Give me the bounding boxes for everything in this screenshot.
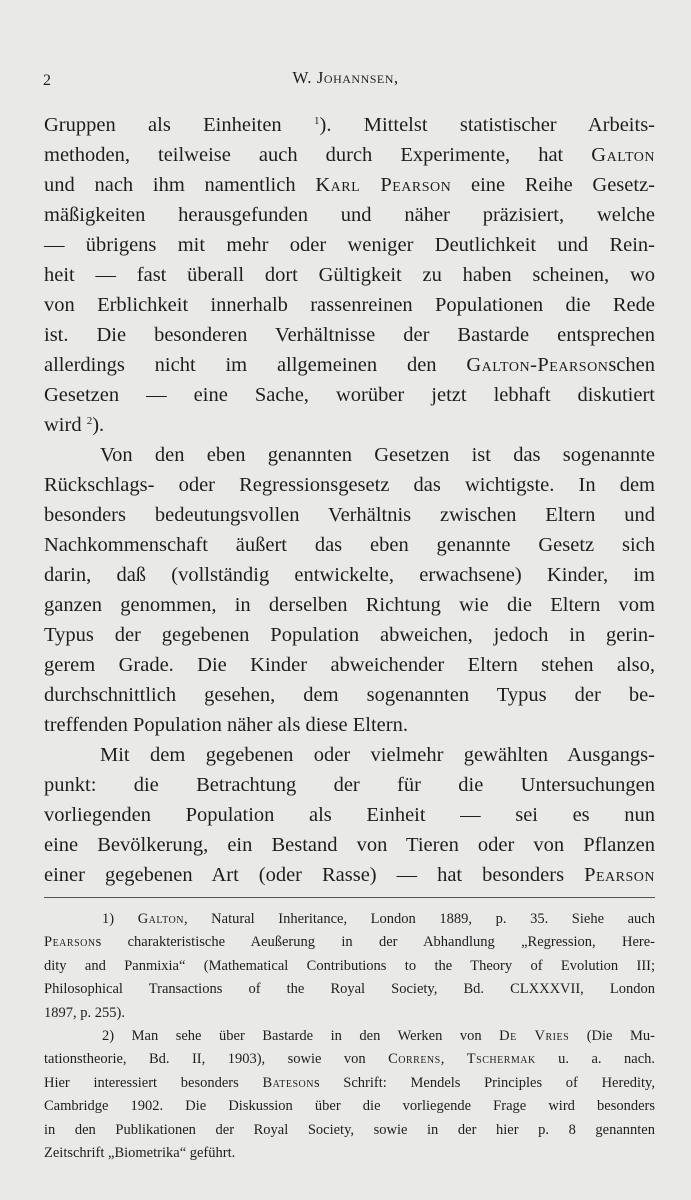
footnote-rule [44,897,655,898]
text-line: allerdings nicht im allgemeinen den Galton-Pearsonschen [44,354,655,376]
footnote-line: dity and Panmixia“ (Mathematical Contributions to the Theory of Evolution III; [44,957,655,974]
text-line: Nachkommenschaft äußert das eben genannte Gesetz sich [44,534,655,556]
footnotes [44,908,655,1165]
text-line: heit — fast überall dort Gültigkeit zu haben scheinen, wo [44,264,655,286]
footnote-line: Cambridge 1902. Die Diskussion über die vorliegende Frage wird besonders [44,1098,655,1115]
text-line: Typus der gegebenen Population abweichen, jedoch in gerin- [44,624,655,646]
page-number: 2 [43,72,51,89]
footnote-line: Pearsons charakteristische Aeußerung in der Abhandlung „Regression, Here- [44,934,655,951]
footnote-line: Zeitschrift „Biometrika“ geführt. [44,1144,236,1161]
author-name: Karl Pearson [315,174,452,196]
text-line: durchschnittlich gesehen, dem sogenannten Typus der be- [44,684,655,706]
text-line: treffenden Population näher als diese Eltern. [44,714,408,736]
footnote-line: 1897, p. 255). [44,1004,125,1021]
text-line: eine Bevölkerung, ein Bestand von Tieren oder von Pflanzen [44,834,655,856]
text-line: ganzen genommen, in derselben Richtung wie die Eltern vom [44,594,655,616]
text-line: darin, daß (vollständig entwickelte, erwachsene) Kinder, im [44,564,655,586]
text-line: ist. Die besonderen Verhältnisse der Bastarde entsprechen [44,324,655,346]
footnote-line: Hier interessiert besonders Batesons Schrift: Mendels Principles of Heredity, [44,1074,655,1091]
text-line: besonders bedeutungsvollen Verhältnis zwischen Eltern und [44,504,655,526]
footnote-line: tationstheorie, Bd. II, 1903), sowie von Correns, Tschermak u. a. nach. [44,1051,656,1068]
text-line: wird $^2$). [44,414,105,436]
running-head: W. Johannsen, [292,68,399,87]
text-line: Rückschlags- oder Regressionsgesetz das wichtigste. In dem [44,474,655,496]
text-line: — übrigens mit mehr oder weniger Deutlichkeit und Rein- [44,234,655,256]
footnote-line: Philosophical Transactions of the Royal Society, Bd. CLXXXVII, London [44,981,655,998]
footnote-line: 1) Galton, Natural Inheritance, London 1889, p. 35. Siehe auch [102,911,655,927]
text-line: vorliegenden Population als Einheit — sei es nun [44,804,655,826]
text-line: punkt: die Betrachtung der für die Untersuchungen [44,774,655,796]
author-name: Galton-Pearson [466,354,609,376]
text-line: gerem Grade. Die Kinder abweichender Eltern stehen also, [44,654,655,676]
footnote-marker: 1 [314,115,320,127]
text-line: einer gegebenen Art (oder Rasse) — hat besonders Pearson [44,864,655,886]
text-line: Gesetzen — eine Sache, worüber jetzt lebhaft diskutiert [44,384,655,406]
text-line: Von den eben genannten Gesetzen ist das sogenannte [100,444,655,466]
text-line: methoden, teilweise auch durch Experimente, hat Galton [44,144,655,166]
text-line: von Erblichkeit innerhalb rassenreinen Populationen die Rede [44,294,655,316]
footnote-line: 2) Man sehe über Bastarde in den Werken von De Vries (Die Mu- [102,1027,655,1044]
text-line: Gruppen als Einheiten $^1$). Mittelst statistischer Arbeits- [44,114,655,136]
footnote-marker: 2 [86,415,93,427]
text-line: mäßigkeiten herausgefunden und näher präzisiert, welche [44,204,655,226]
text-line: Mit dem gegebenen oder vielmehr gewählten Ausgangs- [100,744,655,766]
author-name: Galton [591,144,655,166]
text-line: und nach ihm namentlich Karl Pearson eine Reihe Gesetz- [44,174,656,196]
footnote-line: in den Publikationen der Royal Society, sowie in der hier p. 8 genannten [44,1121,655,1138]
body-text [44,110,655,890]
author-name: Pearson [584,864,655,886]
